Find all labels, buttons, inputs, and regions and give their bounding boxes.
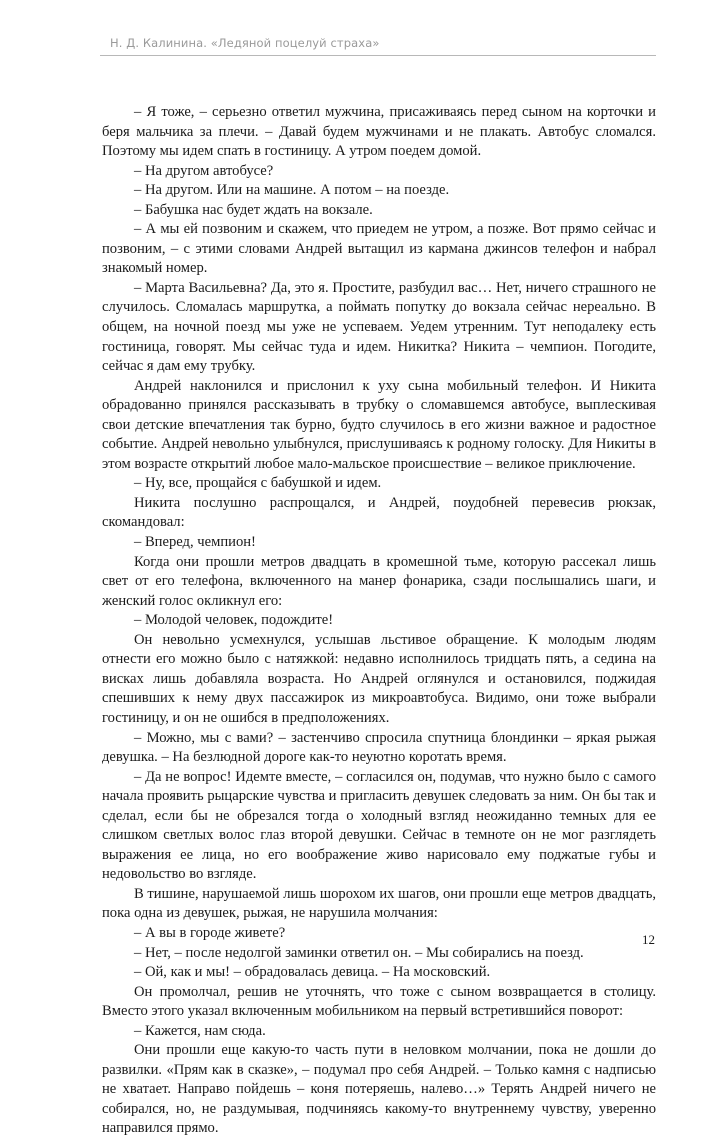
paragraph: – Молодой человек, подождите! [134,612,334,629]
header-divider [100,55,656,56]
paragraph: Никита послушно распрощался, и Андрей, поудобней перевесив рюкзак, скомандовал: [102,494,656,531]
paragraph: – Я тоже, – серьезно ответил мужчина, присаживаясь перед сыном на корточки и беря мальчика за плечи. – Давай будем мужчинами и не плакать. Автобус сломался. Поэтому мы идем спать в гостиницу. А утром поедем домой. [102,104,656,160]
paragraph: – Ну, все, прощайся с бабушкой и идем. [134,475,382,492]
running-header: Н. Д. Калинина. «Ледяной поцелуй страха» [110,36,380,50]
paragraph: Когда они прошли метров двадцать в кромешной тьме, которую рассекал лишь свет от его телефона, включенного на манер фонарика, сзади послышались шаги, и женский голос окликнул его: [102,553,656,609]
paragraph: – Нет, – после недолгой заминки ответил он. – Мы собирались на поезд. [134,944,584,961]
paragraph: – Марта Васильевна? Да, это я. Простите, разбудил вас… Нет, ничего страшного не случилось. Сломалась маршрутка, а поймать попутку до вокзала сейчас нереально. В общем, на ночной поезд мы уже не успеваем. Уедем утренним. Тут неподалеку есть гостиница, говорят. Мы сейчас туда и идем. Никитка? Никита – чемпион. Погодите, сейчас я дам ему трубку. [102,279,656,375]
paragraph: Он невольно усмехнулся, услышав льстивое обращение. К молодым людям отнести его можно было с натяжкой: недавно исполнилось тридцать пять, а седина на висках лишь добавляла возраста. Но Андрей оглянулся и остановился, поджидая спешивших к нему двух пассажирок из микроавтобуса. Видимо, они тоже выбрали гостиницу, и он не ошибся в предположениях. [102,631,656,726]
body-text [102,103,656,1139]
paragraph: Он промолчал, решив не уточнять, что тоже с сыном возвращается в столицу. Вместо этого указал включенным мобильником на первый встретившийся поворот: [102,983,656,1020]
paragraph: – А мы ей позвоним и скажем, что приедем не утром, а позже. Вот прямо сейчас и позвоним, – с этими словами Андрей вытащил из кармана джинсов телефон и набрал знакомый номер. [102,221,656,277]
paragraph: – Кажется, нам сюда. [134,1022,266,1039]
paragraph: – На другом. Или на машине. А потом – на поезде. [134,182,450,199]
paragraph: В тишине, нарушаемой лишь шорохом их шагов, они прошли еще метров двадцать, пока одна из девушек, рыжая, не нарушила молчания: [102,885,656,922]
paragraph: – Вперед, чемпион! [134,534,256,551]
paragraph: – Да не вопрос! Идемте вместе, – согласился он, подумав, что нужно было с самого начала проявить рыцарские чувства и пригласить девушек следовать за ним. Он бы так и сделал, если бы не обрезался тогда о холодный взгляд неожиданно темных для ее слишком светлых волос глаз второй девушки. Сейчас в темноте он не мог разглядеть выражения ее лица, но его воображение живо нарисовало ему поджатые губы и недовольство во взгляде. [102,768,656,883]
paragraph: Андрей наклонился и прислонил к уху сына мобильный телефон. И Никита обрадованно принялся рассказывать в трубку о сломавшемся автобусе, выплескивая свои детские впечатления так бурно, будто случилось в его жизни важное и радостное событие. Андрей невольно улыбнулся, прислушиваясь к родному голоску. Для Никиты в этом возрасте открытий любое мало-мальское происшествие – великое приключение. [102,377,656,472]
paragraph: – А вы в городе живете? [134,924,286,941]
paragraph: – Ой, как и мы! – обрадовалась девица. – На московский. [134,964,491,981]
page-number: 12 [642,932,655,947]
paragraph: – На другом автобусе? [134,162,274,179]
paragraph: Они прошли еще какую-то часть пути в неловком молчании, пока не дошли до развилки. «Прям как в сказке», – подумал про себя Андрей. – Только камня с надписью не хватает. Направо пойдешь – коня потеряешь, налево…» Терять Андрей ничего не собирался, но, не раздумывая, подчиняясь какому-то внутреннему чувству, уверенно направился прямо. [102,1042,656,1137]
paragraph: – Можно, мы с вами? – застенчиво спросила спутница блондинки – яркая рыжая девушка. – На безлюдной дороге как-то неуютно коротать время. [102,729,656,766]
paragraph: – Бабушка нас будет ждать на вокзале. [134,201,373,218]
